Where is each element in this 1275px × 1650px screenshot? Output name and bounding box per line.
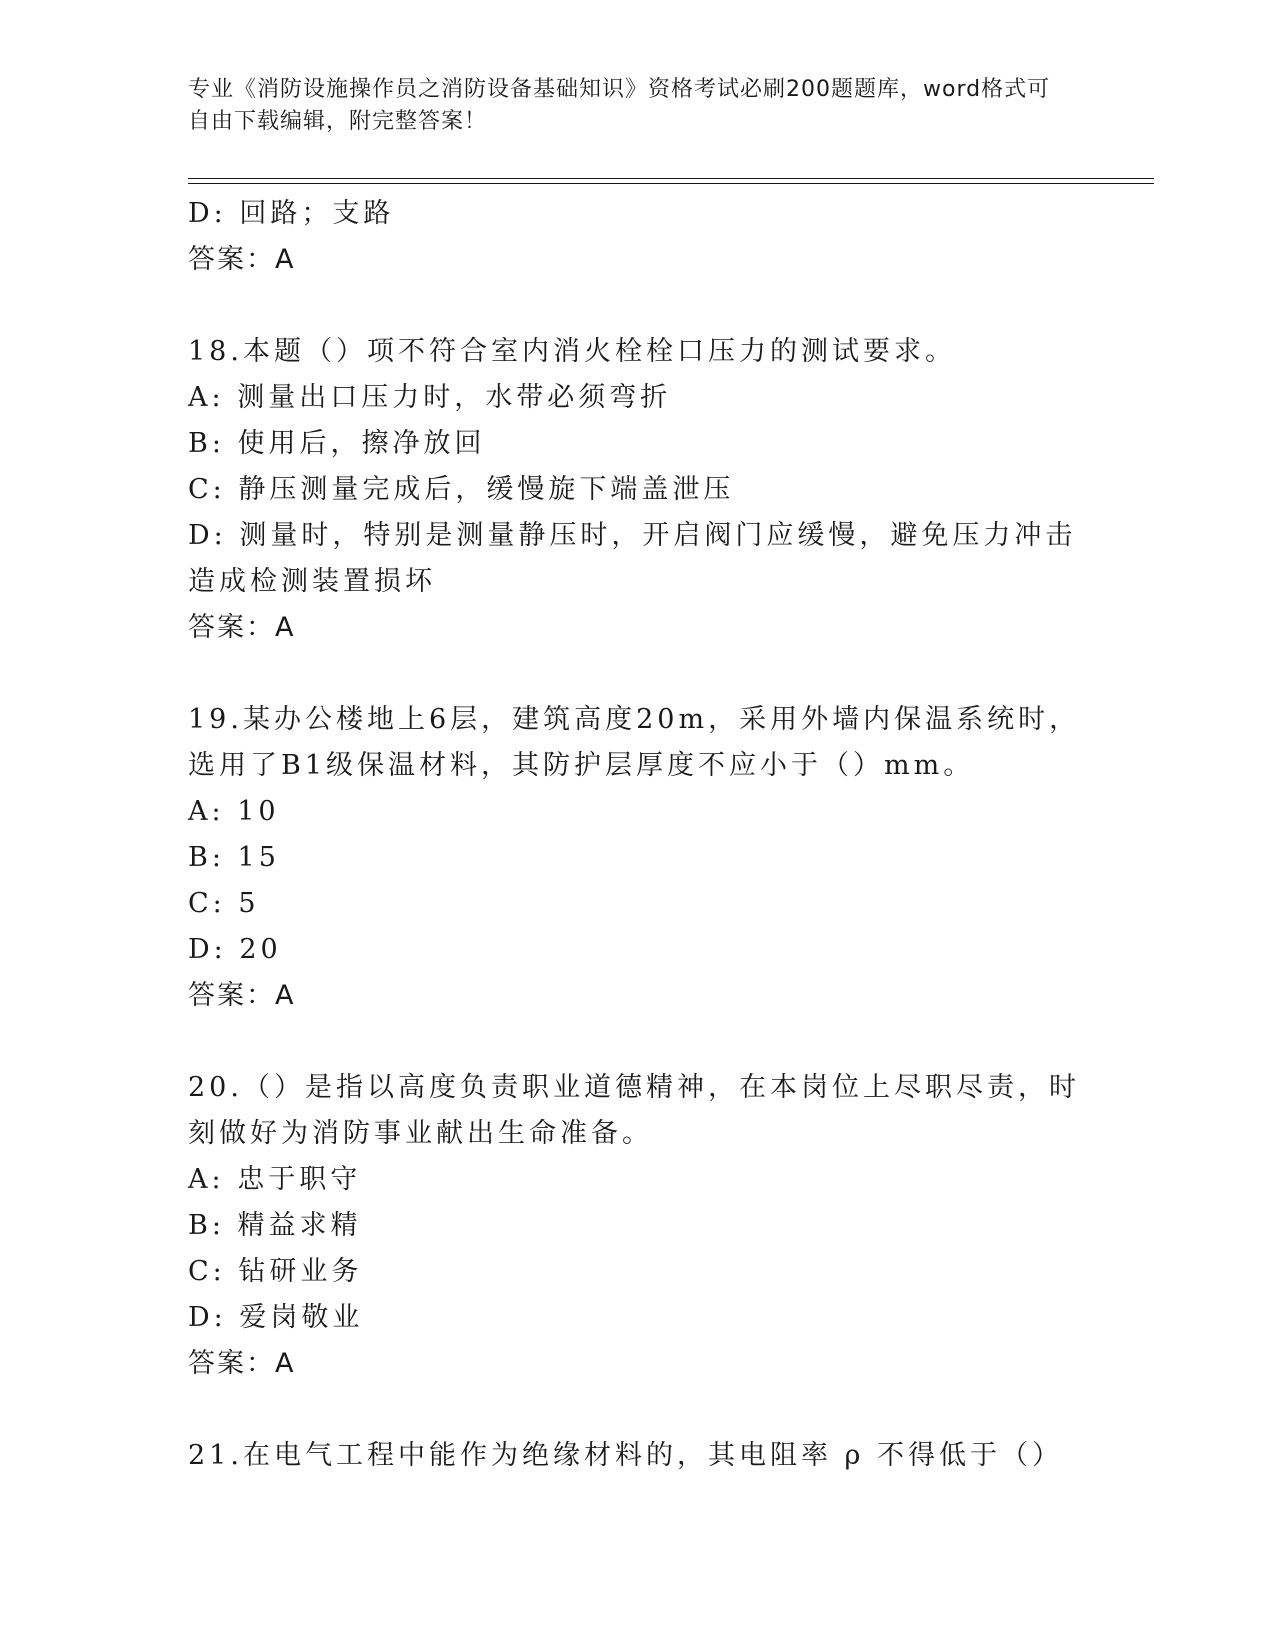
header-rule-bottom [188,183,1154,184]
option-label: D: [188,198,227,229]
answer-line: 答案：A [188,612,296,643]
option-b [188,835,1088,881]
option-b [188,421,1088,467]
option-label: D: [188,520,227,551]
option-text: 使用后，擦净放回 [237,428,486,459]
option-a [188,375,1088,421]
question-21 [188,1433,1088,1479]
option-label: A: [188,1164,225,1195]
answer-line: 答案：A [188,244,296,275]
option-text: 20 [239,934,282,965]
option-label: C: [188,888,226,919]
question-stem: 20.（）是指以高度负责职业道德精神，在本岗位上尽职尽责，时刻做好为消防事业献出生命准备。 [188,1072,1080,1149]
option-d [188,927,1088,973]
option-text: 静压测量完成后，缓慢旋下端盖泄压 [238,474,735,505]
question-18 [188,329,1088,651]
question-stem: 19.某办公楼地上6层，建筑高度20m，采用外墙内保温系统时，选用了B1级保温材料，其防护层厚度不应小于（）mm。 [188,704,1081,781]
answer-line: 答案：A [188,1348,296,1379]
question-20 [188,1065,1088,1387]
option-label: D: [188,1302,227,1333]
option-label: D: [188,934,227,965]
option-text: 测量时，特别是测量静压时，开启阀门应缓慢，避免压力冲击造成检测装置损坏 [188,520,1077,597]
option-c [188,1249,1088,1295]
question-stem: 21.在电气工程中能作为绝缘材料的，其电阻率 ρ 不得低于（） [188,1440,1063,1471]
option-text: 15 [237,842,280,873]
option-text: 5 [238,888,260,919]
option-text: 钻研业务 [238,1256,363,1287]
option-b [188,1203,1088,1249]
option-label: C: [188,474,226,505]
option-label: B: [188,1210,225,1241]
option-a [188,1157,1088,1203]
question-19 [188,697,1088,1019]
option-label: B: [188,428,225,459]
option-label: A: [188,382,225,413]
header-rule-top [188,178,1154,179]
option-label: A: [188,796,225,827]
option-text: 回路；支路 [239,198,395,229]
option-label: B: [188,842,225,873]
option-text: 10 [237,796,280,827]
question-stem: 18.本题（）项不符合室内消火栓栓口压力的测试要求。 [188,336,956,367]
option-label: C: [188,1256,226,1287]
question-list [188,191,1088,1479]
answer-line: 答案：A [188,980,296,1011]
option-d [188,191,1088,237]
option-c [188,467,1088,513]
option-d [188,1295,1088,1341]
document-header: 专业《消防设施操作员之消防设备基础知识》资格考试必刷200题题库，word格式可自由下载编辑，附完整答案！ [188,77,1051,134]
option-d [188,513,1088,605]
option-a [188,789,1088,835]
option-text: 忠于职守 [237,1164,362,1195]
question-17-tail [188,191,1088,283]
option-text: 精益求精 [237,1210,362,1241]
option-text: 测量出口压力时，水带必须弯折 [237,382,672,413]
option-c [188,881,1088,927]
option-text: 爱岗敬业 [239,1302,364,1333]
